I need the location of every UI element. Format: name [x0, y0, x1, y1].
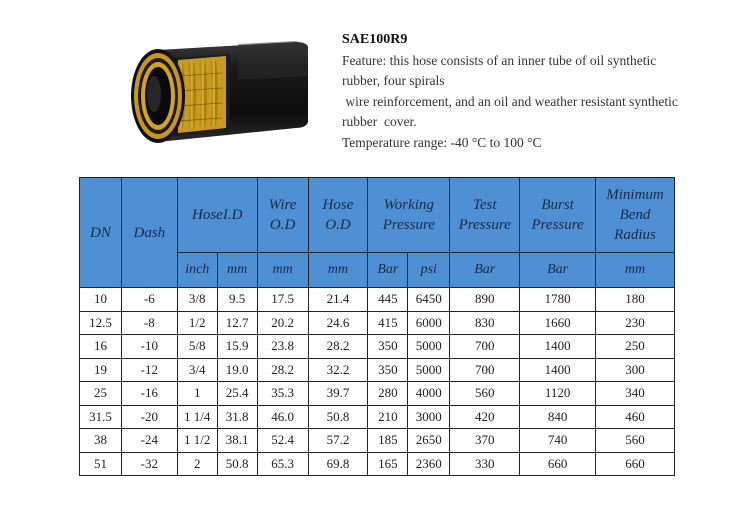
spec-table-body	[80, 288, 675, 476]
cell-wp-bar: 185	[368, 429, 408, 453]
cell-burst-bar: 1400	[520, 335, 596, 359]
cell-wp-bar: 165	[368, 452, 408, 476]
cell-dash: -10	[121, 335, 177, 359]
cell-wp-bar: 210	[368, 405, 408, 429]
cell-wp-psi: 2360	[408, 452, 450, 476]
cell-bend-radius: 300	[596, 358, 675, 382]
unit-psi: psi	[408, 253, 450, 288]
cell-id-inch: 3/8	[177, 288, 217, 312]
cell-bend-radius: 250	[596, 335, 675, 359]
cell-test-bar: 330	[450, 452, 520, 476]
cell-bend-radius: 340	[596, 382, 675, 406]
cell-dn: 51	[80, 452, 122, 476]
cell-dash: -24	[121, 429, 177, 453]
cell-dn: 25	[80, 382, 122, 406]
cell-wp-psi: 5000	[408, 358, 450, 382]
cell-bend-radius: 180	[596, 288, 675, 312]
feature-line-2: rubber, four spirals	[342, 73, 445, 88]
cell-wire-od: 52.4	[257, 429, 308, 453]
cell-burst-bar: 1780	[520, 288, 596, 312]
cell-wire-od: 20.2	[257, 311, 308, 335]
cell-burst-bar: 840	[520, 405, 596, 429]
unit-mm: mm	[596, 253, 675, 288]
cell-test-bar: 560	[450, 382, 520, 406]
product-title: SAE100R9	[342, 32, 408, 47]
cell-test-bar: 830	[450, 311, 520, 335]
header-dash: Dash	[121, 178, 177, 288]
cell-test-bar: 700	[450, 358, 520, 382]
header-wire-od: Wire O.D	[257, 178, 308, 253]
unit-bar: Bar	[520, 253, 596, 288]
cell-burst-bar: 1660	[520, 311, 596, 335]
cell-hose-od: 57.2	[308, 429, 368, 453]
cell-wp-psi: 4000	[408, 382, 450, 406]
cell-wire-od: 28.2	[257, 358, 308, 382]
cell-dn: 10	[80, 288, 122, 312]
cell-bend-radius: 460	[596, 405, 675, 429]
cell-bend-radius: 230	[596, 311, 675, 335]
cell-id-mm: 31.8	[217, 405, 257, 429]
cell-wp-psi: 2650	[408, 429, 450, 453]
unit-bar: Bar	[368, 253, 408, 288]
cell-id-mm: 9.5	[217, 288, 257, 312]
cell-dash: -16	[121, 382, 177, 406]
cell-id-mm: 50.8	[217, 452, 257, 476]
table-row	[80, 358, 675, 382]
cell-id-inch: 1 1/2	[177, 429, 217, 453]
unit-mm: mm	[257, 253, 308, 288]
header-min-bend-radius: Minimum Bend Radius	[596, 178, 675, 253]
unit-inch: inch	[177, 253, 217, 288]
cell-dash: -12	[121, 358, 177, 382]
cell-wp-bar: 350	[368, 358, 408, 382]
cell-wire-od: 35.3	[257, 382, 308, 406]
cell-id-mm: 19.0	[217, 358, 257, 382]
cell-wire-od: 46.0	[257, 405, 308, 429]
cell-wire-od: 17.5	[257, 288, 308, 312]
spec-table	[79, 177, 675, 476]
cell-burst-bar: 740	[520, 429, 596, 453]
cell-burst-bar: 1120	[520, 382, 596, 406]
header-hose-od: Hose O.D	[308, 178, 368, 253]
hose-product-image	[118, 36, 308, 154]
cell-id-mm: 12.7	[217, 311, 257, 335]
cell-test-bar: 700	[450, 335, 520, 359]
cell-test-bar: 420	[450, 405, 520, 429]
cell-dn: 19	[80, 358, 122, 382]
cell-burst-bar: 1400	[520, 358, 596, 382]
product-description	[342, 30, 742, 153]
cell-dash: -20	[121, 405, 177, 429]
cell-dn: 16	[80, 335, 122, 359]
table-row	[80, 405, 675, 429]
header-hose-id: HoseI.D	[177, 178, 257, 253]
cell-wp-psi: 3000	[408, 405, 450, 429]
unit-mm: mm	[308, 253, 368, 288]
cell-dash: -6	[121, 288, 177, 312]
table-row	[80, 429, 675, 453]
header-dn: DN	[80, 178, 122, 288]
header-working-pressure: Working Pressure	[368, 178, 450, 253]
feature-line-3: wire reinforcement, and an oil and weather resistant synthetic	[342, 93, 678, 109]
cell-hose-od: 39.7	[308, 382, 368, 406]
cell-id-inch: 3/4	[177, 358, 217, 382]
feature-line-4: rubber cover.	[342, 114, 417, 129]
unit-mm: mm	[217, 253, 257, 288]
cell-bend-radius: 660	[596, 452, 675, 476]
temperature-range: Temperature range: -40 °C to 100 °C	[342, 134, 542, 150]
table-row	[80, 311, 675, 335]
cell-wp-bar: 445	[368, 288, 408, 312]
feature-line-1: Feature: this hose consists of an inner tube of oil synthetic	[342, 52, 657, 68]
header-burst-pressure: Burst Pressure	[520, 178, 596, 253]
cell-wp-bar: 415	[368, 311, 408, 335]
cell-dash: -8	[121, 311, 177, 335]
cell-hose-od: 50.8	[308, 405, 368, 429]
table-row	[80, 452, 675, 476]
cell-hose-od: 24.6	[308, 311, 368, 335]
cell-id-inch: 1 1/4	[177, 405, 217, 429]
cell-wire-od: 65.3	[257, 452, 308, 476]
cell-id-inch: 1/2	[177, 311, 217, 335]
cell-wp-psi: 6000	[408, 311, 450, 335]
cell-wp-psi: 5000	[408, 335, 450, 359]
table-row	[80, 382, 675, 406]
cell-hose-od: 69.8	[308, 452, 368, 476]
cell-burst-bar: 660	[520, 452, 596, 476]
cell-id-mm: 38.1	[217, 429, 257, 453]
unit-bar: Bar	[450, 253, 520, 288]
cell-id-mm: 25.4	[217, 382, 257, 406]
cell-wp-bar: 350	[368, 335, 408, 359]
cell-dn: 12.5	[80, 311, 122, 335]
cell-dn: 31.5	[80, 405, 122, 429]
cell-id-inch: 1	[177, 382, 217, 406]
cell-wire-od: 23.8	[257, 335, 308, 359]
cell-wp-bar: 280	[368, 382, 408, 406]
cell-hose-od: 21.4	[308, 288, 368, 312]
cell-dn: 38	[80, 429, 122, 453]
table-row	[80, 335, 675, 359]
cell-id-inch: 2	[177, 452, 217, 476]
cell-hose-od: 28.2	[308, 335, 368, 359]
cell-test-bar: 890	[450, 288, 520, 312]
cell-id-inch: 5/8	[177, 335, 217, 359]
cell-dash: -32	[121, 452, 177, 476]
header-test-pressure: Test Pressure	[450, 178, 520, 253]
cell-id-mm: 15.9	[217, 335, 257, 359]
cell-test-bar: 370	[450, 429, 520, 453]
table-row	[80, 288, 675, 312]
cell-bend-radius: 560	[596, 429, 675, 453]
cell-hose-od: 32.2	[308, 358, 368, 382]
cell-wp-psi: 6450	[408, 288, 450, 312]
